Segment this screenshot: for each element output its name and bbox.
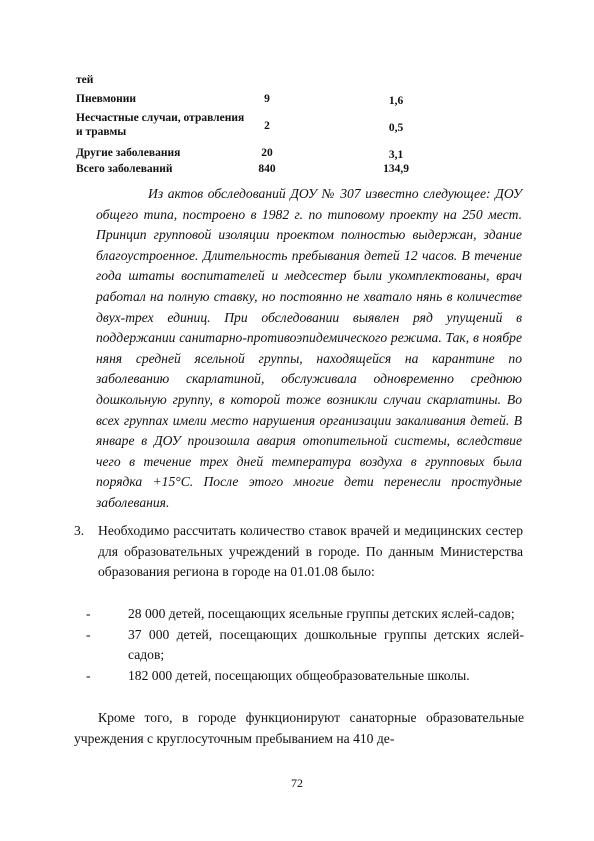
- table-cell-label: Другие заболевания: [76, 147, 181, 159]
- list-item-text: 28 000 детей, посещающих ясельные группы детских яслей-садов;: [128, 606, 515, 621]
- table-cell-label: Пневмонии: [76, 93, 136, 105]
- list-item-text: 37 000 детей, посещающих дошкольные группы детских яслей-садов;: [128, 626, 524, 663]
- list-item: [74, 604, 524, 625]
- table-row: [76, 143, 496, 160]
- table-row: [76, 109, 496, 143]
- table-cell-label: Несчастные случаи, отравления и травмы: [76, 112, 245, 138]
- table-cell-count: 2: [264, 120, 270, 132]
- table-cell-rate: 3,1: [388, 149, 404, 161]
- table-cell-count: 840: [258, 163, 276, 175]
- table-cell-rate: 0,5: [388, 122, 404, 134]
- list-item: [74, 625, 524, 666]
- table-cell-rate: 134,9: [383, 163, 409, 175]
- closing-paragraph: Кроме того, в городе функционируют санаторные образовательные учреждения с круглосуточным пребыванием на 410 де-: [74, 710, 524, 746]
- dash-marker: -: [86, 606, 91, 621]
- list-item: [74, 666, 524, 687]
- dash-marker: -: [86, 667, 91, 683]
- table-cell-label: Всего заболеваний: [76, 163, 173, 175]
- table-row: [76, 92, 496, 109]
- table-cell-rate: 1,6: [388, 95, 404, 107]
- table-cell-label: тей: [76, 74, 94, 86]
- task-number: 3.: [74, 523, 85, 538]
- page-number: 72: [291, 776, 303, 790]
- morbidity-table: [76, 73, 496, 177]
- children-count-list: [74, 604, 524, 686]
- list-item-text: 182 000 детей, посещающих общеобразовательные школы.: [128, 667, 470, 683]
- dash-marker: -: [86, 626, 91, 642]
- table-row: [76, 73, 496, 92]
- task-text: Необходимо рассчитать количество ставок врачей и медицинских сестер для образовательных учреждений в городе. По данным Министерства образования региона в городе на 01.01.08 было:: [98, 523, 523, 580]
- table-cell-count: 20: [261, 147, 273, 159]
- italic-paragraph-text: Из актов обследований ДОУ № 307 известно следующее: ДОУ общего типа, построено в 1982 г. по типовому проекту на 250 мест. Принцип групповой изоляции проектом полностью выдержан, здание благоустроенное. Длительность пребывания детей 12 часов. В течение года штаты воспитателей и медсестер были укомплектованы, врач работал на полную ставку, но постоянно не хватало нянь в количестве двух-трех единиц. При обследовании выявлен ряд упущений в поддержании санитарно-противоэпидемического режима. Так, в ноябре няня средней ясельной группы, находящейся на карантине по заболеванию скарлатиной, обслуживала одновременно среднюю дошкольную группу, в которой тоже возникли случаи скарлатины. Во всех группах имели место нарушения организации закаливания детей. В январе в ДОУ произошла авария отопительной системы, вследствие чего в течение трех дней температура воздуха в групповых была порядка +15°С. После этого многие дети перенесли простудные заболевания.: [96, 186, 522, 510]
- table-cell-count: 9: [264, 93, 270, 105]
- table-row: [76, 160, 496, 177]
- inspection-report-paragraph: [96, 184, 522, 514]
